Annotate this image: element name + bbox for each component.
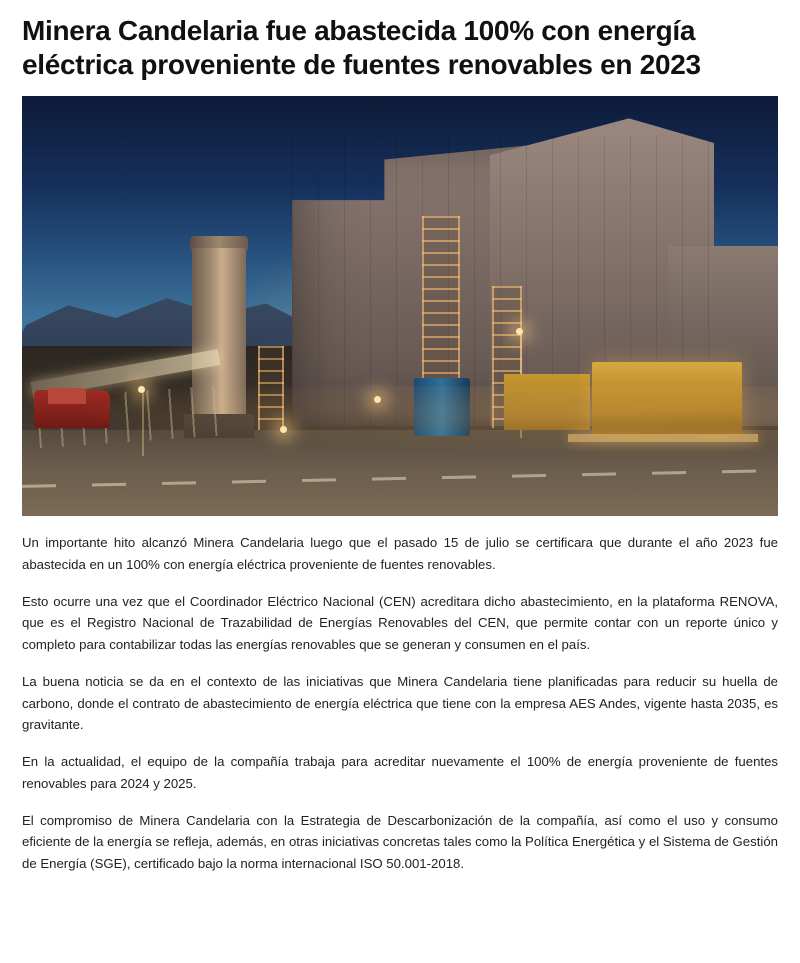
paragraph: Esto ocurre una vez que el Coordinador Eléctrico Nacional (CEN) acreditara dicho abastecimiento, en la plataforma RENOVA, que es el Registro Nacional de Trazabilidad de Energías Renovables del CEN, que permite contar con un reporte único y completo para contabilizar todas las energías renovables que se generan y consumen en el país. xyxy=(22,594,778,652)
paragraph: Un importante hito alcanzó Minera Candelaria luego que el pasado 15 de julio se certificara que durante el año 2023 fue abastecida en un 100% con energía eléctrica proveniente de fuentes renovables. xyxy=(22,535,778,572)
article-body xyxy=(22,532,778,874)
paragraph: La buena noticia se da en el contexto de las iniciativas que Minera Candelaria tiene planificadas para reducir su huella de carbono, donde el contrato de abastecimiento de energía eléctrica que tiene con la empresa AES Andes, vigente hasta 2035, es gravitante. xyxy=(22,674,778,732)
paragraph: El compromiso de Minera Candelaria con la Estrategia de Descarbonización de la compañía, así como el uso y consumo eficiente de la energía se refleja, además, en otras iniciativas concretas tales como la Política Energética y el Sistema de Gestión de Energía (SGE), certificado bajo la norma internacional ISO 50.001-2018. xyxy=(22,813,778,871)
hero-image xyxy=(22,96,778,516)
page-title: Minera Candelaria fue abastecida 100% con energía eléctrica proveniente de fuentes renovables en 2023 xyxy=(22,15,701,81)
paragraph: En la actualidad, el equipo de la compañía trabaja para acreditar nuevamente el 100% de energía proveniente de fuentes renovables para 2024 y 2025. xyxy=(22,754,778,791)
ground-glow xyxy=(22,386,778,456)
